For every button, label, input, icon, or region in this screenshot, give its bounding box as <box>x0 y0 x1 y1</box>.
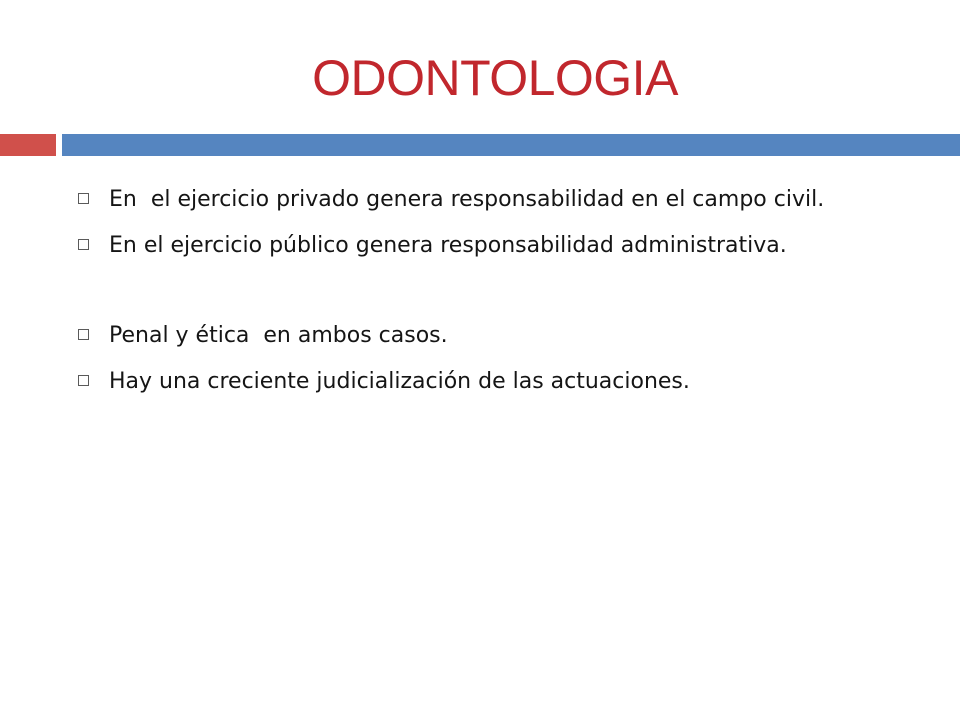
bullet-list <box>74 180 912 408</box>
hollow-square-icon <box>78 193 89 204</box>
bullet-item-public-practice <box>74 226 912 266</box>
hollow-square-icon <box>78 239 89 250</box>
title-accent-bar-right <box>62 134 960 156</box>
bullet-text: Hay una creciente judicialización de las actuaciones. <box>109 369 690 394</box>
bullet-item-private-practice <box>74 180 912 220</box>
bullet-text: En el ejercicio público genera responsabilidad administrativa. <box>109 233 787 258</box>
hollow-square-icon <box>78 375 89 386</box>
title-accent-bar-left <box>0 134 56 156</box>
bullet-item-judicialization <box>74 362 912 402</box>
bullet-item-penal-ethics <box>74 316 912 356</box>
bullet-text: En el ejercicio privado genera responsabilidad en el campo civil. <box>109 187 825 212</box>
slide-title: ODONTOLOGIA <box>312 50 678 106</box>
bullet-text: Penal y ética en ambos casos. <box>109 323 448 348</box>
hollow-square-icon <box>78 329 89 340</box>
